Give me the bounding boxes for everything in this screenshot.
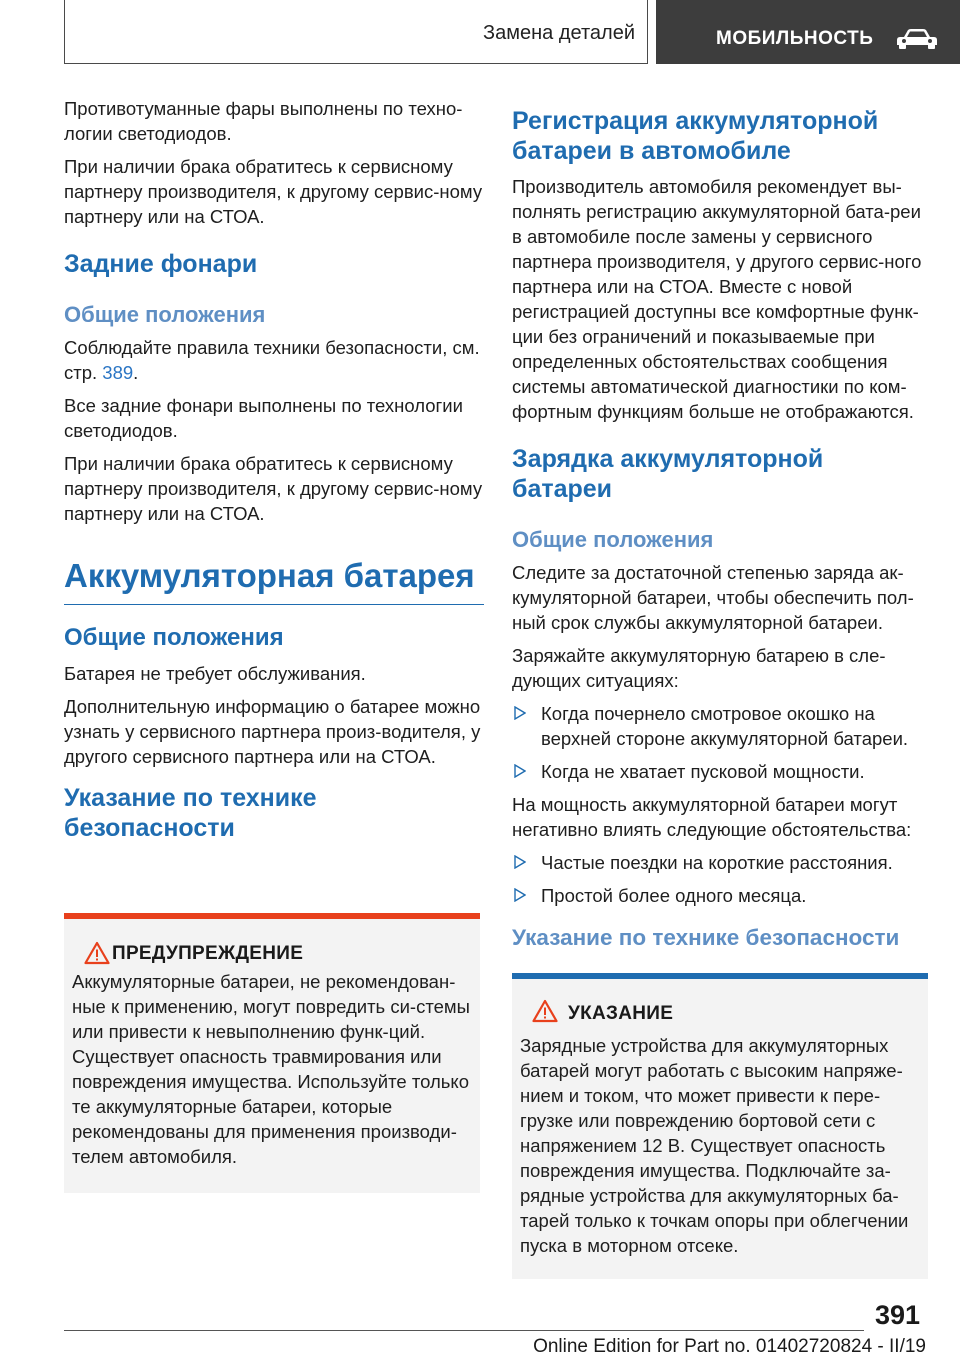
bullet-triangle-icon: [514, 764, 526, 778]
list-item: [512, 850, 930, 875]
safety-reference-end: .: [133, 362, 139, 383]
list-item: [512, 701, 930, 751]
warning-bar: [64, 913, 480, 919]
performance-factors-list: [512, 850, 930, 908]
footer-edition: Online Edition for Part no. 01402720824 - II/19: [533, 1336, 926, 1357]
list-item: [512, 759, 930, 784]
footer-divider: [64, 1330, 864, 1331]
warning-triangle-icon: [532, 999, 558, 1023]
bullet-triangle-icon: [514, 706, 526, 720]
notice-text: Зарядные устройства для аккумуляторных батарей могут работать с высоким напряже-нием и током, что может привести к пере-грузке или повреждению бортовой сети с напряжением 12 В. Существует опасность повреждения имущества. Подключайте за-рядные устройства для аккумуляторных ба-тарей только к точкам опоры при облегчении пуска в моторном отсеке.: [520, 1035, 909, 1256]
battery-registration-paragraph: Производитель автомобиля рекомендует вы-полнять регистрацию аккумуляторной бата-реи в автомобиле после замены у сервисного партнера производителя, у другого сервис-ного партнера или на СТОА. Вместе с новой регистрацией доступны все комфортные функ-ции без ограничений и показываемые при определенных обстоятельствах сообщения системы автоматической диагностики по ком-фортным функциям больше не отображаются.: [512, 176, 922, 422]
warning-text: Аккумуляторные батареи, не рекомендован-ные к применению, могут повредить си-стемы или привести к невыполнению функ-ций. Существует опасность травмирования или повреждения имущества. Используйте только те аккумуляторные батареи, которые рекомендованы для применения производи-телем автомобиля.: [72, 971, 470, 1167]
warning-triangle-icon: [84, 941, 110, 965]
page-reference-link[interactable]: 389: [102, 362, 134, 383]
safety-reference-text: Соблюдайте правила техники безопасности, см. стр.: [64, 337, 480, 383]
battery-info-paragraph: Дополнительную информацию о батарее можно узнать у сервисного партнера произ-водителя, у другого сервисного партнера или на СТОА.: [64, 696, 481, 767]
battery-performance-paragraph: На мощность аккумуляторной батареи могут негативно влиять следующие обстоятельства:: [512, 794, 912, 840]
warning-title: ПРЕДУПРЕЖДЕНИЕ: [112, 943, 304, 964]
safety-reference-paragraph: [64, 335, 484, 385]
left-column: [64, 96, 484, 843]
notice-bar: [512, 973, 928, 979]
header-chapter-title: МОБИЛЬНОСТЬ: [716, 28, 874, 49]
list-item: [512, 883, 930, 908]
rear-lights-led-paragraph: Все задние фонари выполнены по технологии светодиодов.: [64, 395, 463, 441]
bullet-triangle-icon: [514, 855, 526, 869]
list-item-text: Частые поездки на короткие расстояния.: [541, 852, 893, 873]
bullet-triangle-icon: [514, 888, 526, 902]
charging-general-heading: Общие положения: [512, 527, 714, 552]
notice-title: УКАЗАНИЕ: [568, 1003, 674, 1024]
battery-registration-heading: Регистрация аккумуляторной батареи в автомобиле: [512, 107, 879, 165]
list-item-text: Простой более одного месяца.: [541, 885, 807, 906]
header-chapter-tab: [656, 0, 960, 64]
charging-situations-paragraph: Заряжайте аккумуляторную батарею в сле-дующих ситуациях:: [512, 645, 886, 691]
battery-chapter-heading: Аккумуляторная батарея: [64, 556, 484, 605]
fog-lights-defect-paragraph: При наличии брака обратитесь к сервисному партнеру производителя, к другому сервис-ному партнеру или на СТОА.: [64, 156, 483, 227]
list-item-text: Когда не хватает пусковой мощности.: [541, 761, 865, 782]
car-icon: [896, 28, 938, 50]
right-column: [512, 106, 930, 952]
list-item-text: Когда почернело смотровое окошко на верхней стороне аккумуляторной батареи.: [541, 703, 909, 749]
charging-level-paragraph: Следите за достаточной степенью заряда ак-кумуляторной батареи, чтобы обеспечить пол-ный срок службы аккумуляторной батареи.: [512, 562, 914, 633]
rear-lights-heading: Задние фонари: [64, 250, 258, 278]
battery-maintenance-paragraph: Батарея не требует обслуживания.: [64, 663, 366, 684]
notice-box: [512, 973, 928, 1279]
battery-safety-heading: Указание по технике безопасности: [64, 784, 317, 842]
charging-safety-heading: Указание по технике безопасности: [512, 925, 900, 950]
rear-lights-general-heading: Общие положения: [64, 302, 266, 327]
warning-box: [64, 913, 480, 1193]
battery-charging-heading: Зарядка аккумуляторной батареи: [512, 445, 824, 503]
header-section-title: Замена деталей: [483, 22, 635, 44]
charging-situations-list: [512, 701, 930, 784]
fog-lights-paragraph: Противотуманные фары выполнены по техно- логии светодиодов.: [64, 98, 463, 144]
page-number: 391: [875, 1300, 921, 1330]
rear-lights-defect-paragraph: При наличии брака обратитесь к сервисному партнеру производителя, к другому сервис-ному партнеру или на СТОА.: [64, 453, 483, 524]
battery-general-heading: Общие положения: [64, 624, 284, 651]
